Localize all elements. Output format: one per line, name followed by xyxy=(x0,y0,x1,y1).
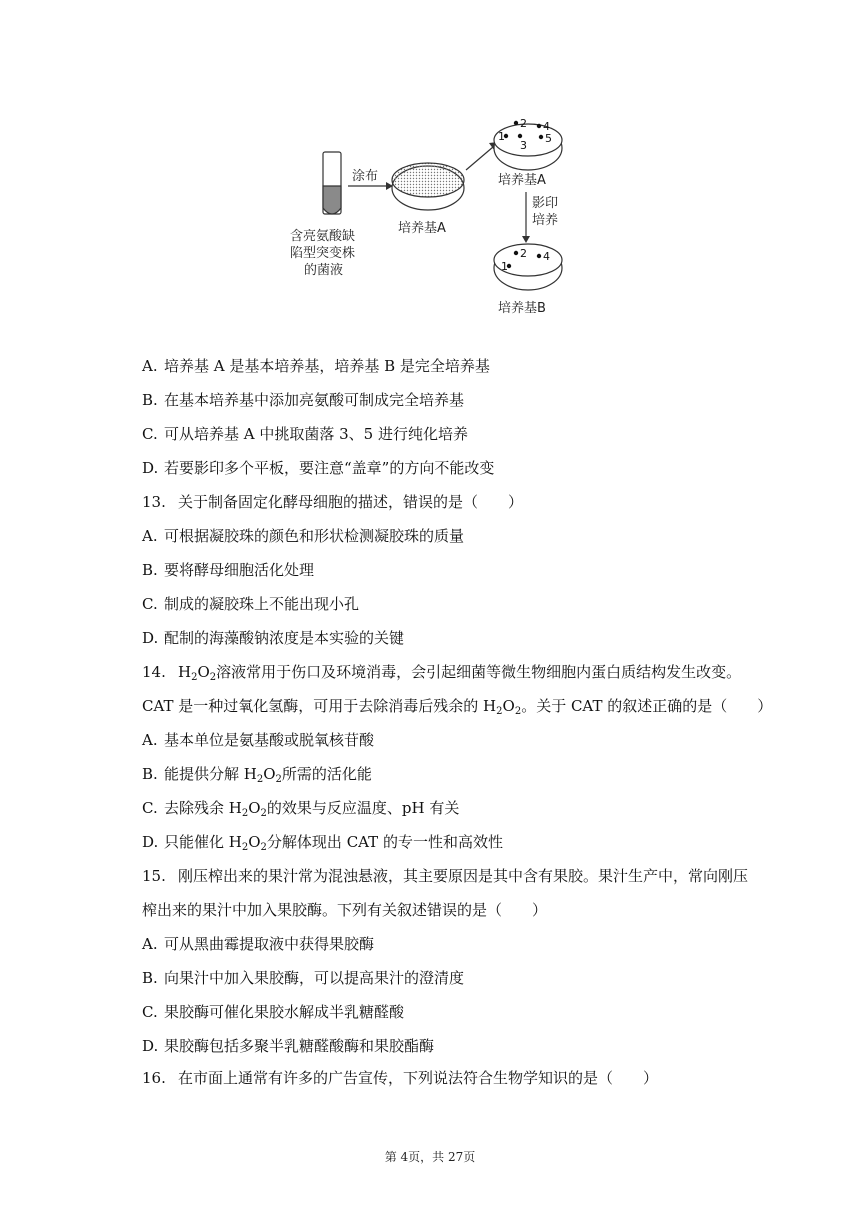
colony-label-5: 5 xyxy=(545,132,552,145)
replica-label-2: 培养 xyxy=(532,213,559,228)
q12-option-a: A. 培养基 A 是基本培养基，培养基 B 是完全培养基 xyxy=(142,357,490,375)
colony-label-1: 1 xyxy=(498,130,505,143)
colony-b-label-2: 2 xyxy=(520,247,527,260)
q13-stem: 13. 关于制备固定化酵母细胞的描述，错误的是（ ） xyxy=(142,493,524,511)
experiment-diagram xyxy=(280,90,580,330)
q13-option-d: D. 配制的海藻酸钠浓度是本实验的关键 xyxy=(142,629,405,647)
plate-a-spread xyxy=(392,163,464,210)
q15-option-a: A. 可从黑曲霉提取液中获得果胶酶 xyxy=(142,935,375,953)
q15-option-b: B. 向果汁中加入果胶酶，可以提高果汁的澄清度 xyxy=(142,969,465,987)
tube-label-3: 的菌液 xyxy=(304,263,344,278)
plate-a2-label: 培养基A xyxy=(498,173,546,188)
colony-b-label-4: 4 xyxy=(543,250,550,263)
q15-option-c: C. 果胶酶可催化果胶水解成半乳糖醛酸 xyxy=(142,1003,405,1021)
transfer-arrow xyxy=(466,147,493,170)
q12-option-b: B. 在基本培养基中添加亮氨酸可制成完全培养基 xyxy=(142,391,465,409)
plate-a-colonies xyxy=(494,117,562,170)
q13-option-c: C. 制成的凝胶珠上不能出现小孔 xyxy=(142,595,360,613)
q15-stem-line1: 15. 刚压榨出来的果汁常为混浊悬液，其主要原因是其中含有果胶。果汁生产中，常向刚压 xyxy=(142,867,749,885)
q12-option-d: D. 若要影印多个平板，要注意“盖章”的方向不能改变 xyxy=(142,459,495,477)
spread-arrow-label: 涂布 xyxy=(352,169,379,184)
colony-label-2: 2 xyxy=(520,117,527,130)
q14-stem-line1: 14. $H_2O_2$溶液常用于伤口及环境消毒，会引起细菌等微生物细胞内蛋白质结构发生改变。 xyxy=(142,663,742,683)
q13-option-a: A. 可根据凝胶珠的颜色和形状检测凝胶珠的质量 xyxy=(142,527,465,545)
q12-option-c: C. 可从培养基 A 中挑取菌落 3、5 进行纯化培养 xyxy=(142,425,468,443)
q16-stem: 16. 在市面上通常有许多的广告宣传，下列说法符合生物学知识的是（ ） xyxy=(142,1069,659,1087)
plate-b-colonies xyxy=(494,244,562,290)
q15-stem-line2: 榨出来的果汁中加入果胶酶。下列有关叙述错误的是（ ） xyxy=(142,901,548,919)
q15-option-d: D. 果胶酶包括多聚半乳糖醛酸酶和果胶酯酶 xyxy=(142,1037,435,1055)
q14-option-b: B. 能提供分解 $H_2O_2$所需的活化能 xyxy=(142,765,372,785)
plate-b-label: 培养基B xyxy=(498,301,546,316)
q14-option-c: C. 去除残余 $H_2O_2$的效果与反应温度、pH 有关 xyxy=(142,799,460,819)
q14-option-a: A. 基本单位是氨基酸或脱氧核苷酸 xyxy=(142,731,375,749)
replica-plating-diagram xyxy=(280,90,580,330)
tube-label-1: 含亮氨酸缺 xyxy=(290,229,356,244)
plate-a-label: 培养基A xyxy=(398,221,446,236)
q13-option-b: B. 要将酵母细胞活化处理 xyxy=(142,561,315,579)
colony-b-label-1: 1 xyxy=(501,260,508,273)
colony-label-3: 3 xyxy=(520,139,527,152)
replica-label-1: 影印 xyxy=(532,196,559,211)
page-footer: 第 4页，共 27页 xyxy=(384,1150,476,1164)
q14-stem-line2: CAT 是一种过氧化氢酶，可用于去除消毒后残余的 $H_2O_2$。关于 CAT 的叙述正确的是（ ） xyxy=(142,697,773,717)
q14-option-d: D. 只能催化 $H_2O_2$分解体现出 CAT 的专一性和高效性 xyxy=(142,833,503,853)
test-tube xyxy=(323,152,341,214)
colony-label-4: 4 xyxy=(543,120,550,133)
tube-label-2: 陷型突变株 xyxy=(290,246,356,261)
